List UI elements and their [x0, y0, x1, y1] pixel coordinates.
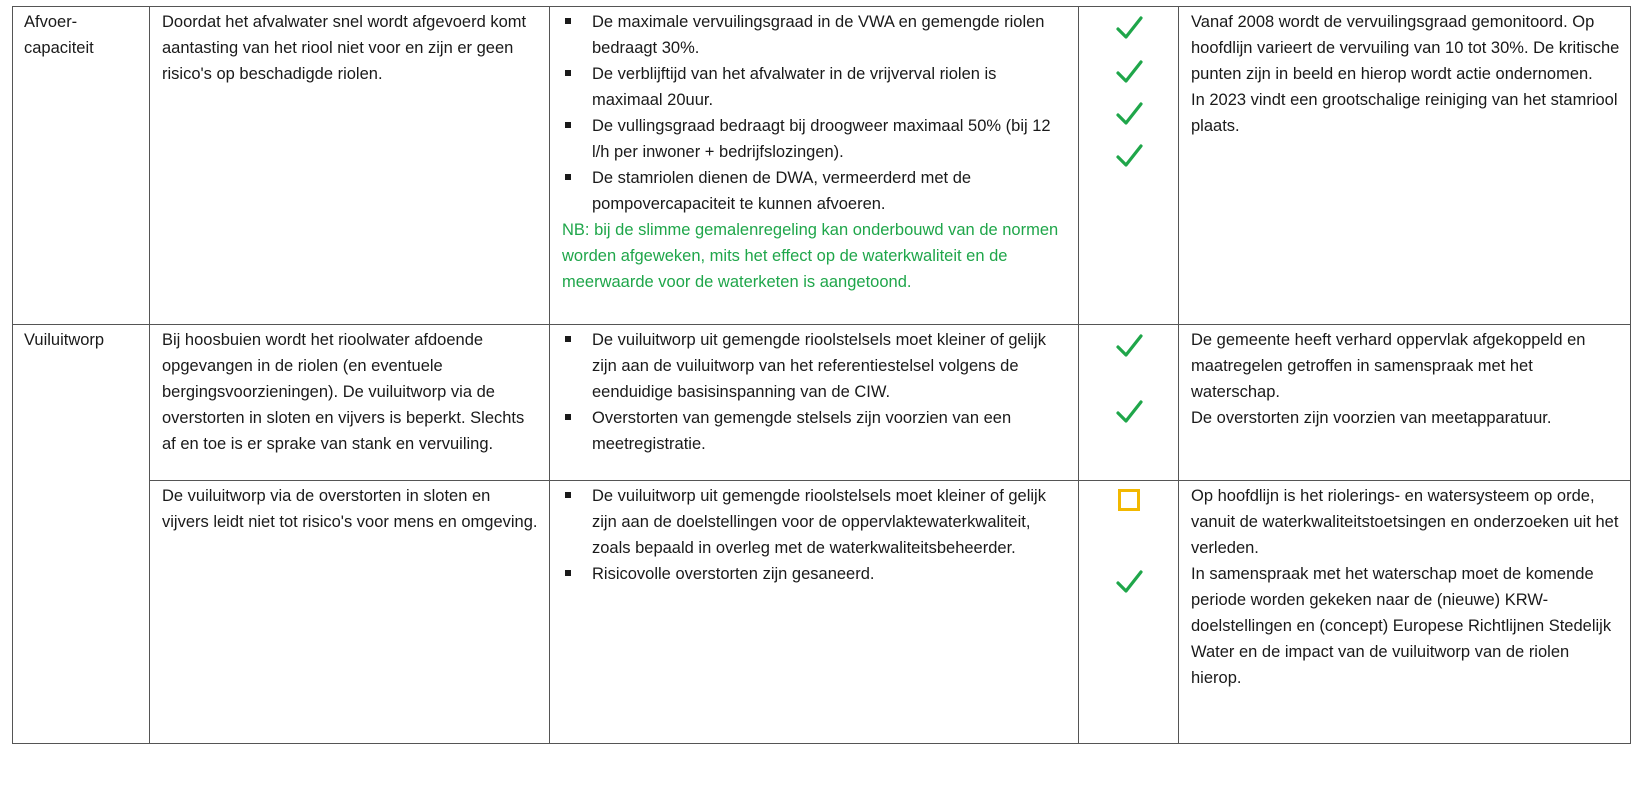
norms-list — [562, 327, 1068, 457]
status-cell — [1079, 7, 1179, 325]
remarks-cell — [1179, 7, 1631, 325]
status-cell — [1079, 325, 1179, 481]
list-item: De maximale vervuilingsgraad in de VWA en gemengde riolen bedraagt 30%. — [562, 9, 1068, 61]
list-item: De vuiluitworp uit gemengde rioolstelsels moet kleiner of gelijk zijn aan de doelstellingen voor de oppervlaktewaterkwaliteit, zoals bepaald in overleg met de waterkwaliteitsbeheerder. — [562, 483, 1068, 561]
note-text: NB: bij de slimme gemalenregeling kan onderbouwd van de normen worden afgeweken, mits het effect op de waterkwaliteit en de meerwaarde voor de waterketen is aangetoond. — [562, 221, 1059, 291]
goal-cell: De vuiluitworp via de overstorten in sloten en vijvers leidt niet tot risico's voor mens en omgeving. — [150, 481, 550, 744]
norms-cell — [550, 7, 1079, 325]
list-item: De vuiluitworp uit gemengde rioolstelsels moet kleiner of gelijk zijn aan de vuiluitworp van het referentiestelsel volgens de eenduidige basisinspanning van de CIW. — [562, 327, 1068, 405]
open-status-box-icon — [1118, 489, 1140, 511]
remark-text: De gemeente heeft verhard oppervlak afgekoppeld en maatregelen getroffen in samenspraak met het waterschap. — [1191, 331, 1586, 401]
check-icon — [1114, 99, 1144, 129]
remark-text: Vanaf 2008 wordt de vervuilingsgraad gemonitoord. Op hoofdlijn varieert de vervuiling van 10 tot 30%. De kritische punten zijn in beeld en hierop wordt actie ondernomen. — [1191, 13, 1620, 83]
check-icon — [1114, 141, 1144, 171]
remark-text: In samenspraak met het waterschap moet de komende periode worden gekeken naar de (nieuwe) KRW-doelstellingen en (concept) Europese Richtlijnen Stedelijk Water en de impact van de vuiluitworp van de riolen hierop. — [1191, 565, 1612, 687]
list-item: De verblijftijd van het afvalwater in de vrijverval riolen is maximaal 20uur. — [562, 61, 1068, 113]
bullet-icon — [565, 122, 571, 128]
bullet-icon — [565, 492, 571, 498]
goal-cell: Doordat het afvalwater snel wordt afgevoerd komt aantasting van het riool niet voor en zijn er geen risico's op beschadigde riolen. — [150, 7, 550, 325]
bullet-icon — [565, 336, 571, 342]
check-icon — [1114, 13, 1144, 43]
check-icon — [1114, 567, 1144, 597]
theme-cell: Afvoer- capaciteit — [13, 7, 150, 325]
check-icon — [1114, 331, 1144, 361]
bullet-icon — [565, 70, 571, 76]
goal-cell: Bij hoosbuien wordt het rioolwater afdoende opgevangen in de riolen (en eventuele bergingsvoorzieningen). De vuiluitworp via de overstorten in sloten en vijvers is beperkt. Slechts af en toe is er sprake van stank en vervuiling. — [150, 325, 550, 481]
remark-text: In 2023 vindt een grootschalige reiniging van het stamriool plaats. — [1191, 91, 1618, 135]
norms-table — [12, 6, 1631, 744]
table-row — [13, 7, 1631, 325]
remarks-cell — [1179, 325, 1631, 481]
bullet-icon — [565, 570, 571, 576]
norms-list — [562, 9, 1068, 217]
norms-list — [562, 483, 1068, 587]
check-icon — [1114, 397, 1144, 427]
remark-text: De overstorten zijn voorzien van meetapparatuur. — [1191, 409, 1552, 427]
bullet-icon — [565, 414, 571, 420]
norms-cell — [550, 325, 1079, 481]
remarks-cell — [1179, 481, 1631, 744]
check-icon — [1114, 57, 1144, 87]
table-row — [13, 325, 1631, 481]
norms-cell — [550, 481, 1079, 744]
list-item: Overstorten van gemengde stelsels zijn voorzien van een meetregistratie. — [562, 405, 1068, 457]
bullet-icon — [565, 174, 571, 180]
list-item: Risicovolle overstorten zijn gesaneerd. — [562, 561, 1068, 587]
theme-cell: Vuiluitworp — [13, 325, 150, 744]
list-item: De stamriolen dienen de DWA, vermeerderd met de pompovercapaciteit te kunnen afvoeren. — [562, 165, 1068, 217]
remark-text: Op hoofdlijn is het riolerings- en watersysteem op orde, vanuit de waterkwaliteitstoetsingen en onderzoeken uit het verleden. — [1191, 487, 1619, 557]
list-item: De vullingsgraad bedraagt bij droogweer maximaal 50% (bij 12 l/h per inwoner + bedrijfslozingen). — [562, 113, 1068, 165]
table-row — [13, 481, 1631, 744]
status-cell — [1079, 481, 1179, 744]
bullet-icon — [565, 18, 571, 24]
